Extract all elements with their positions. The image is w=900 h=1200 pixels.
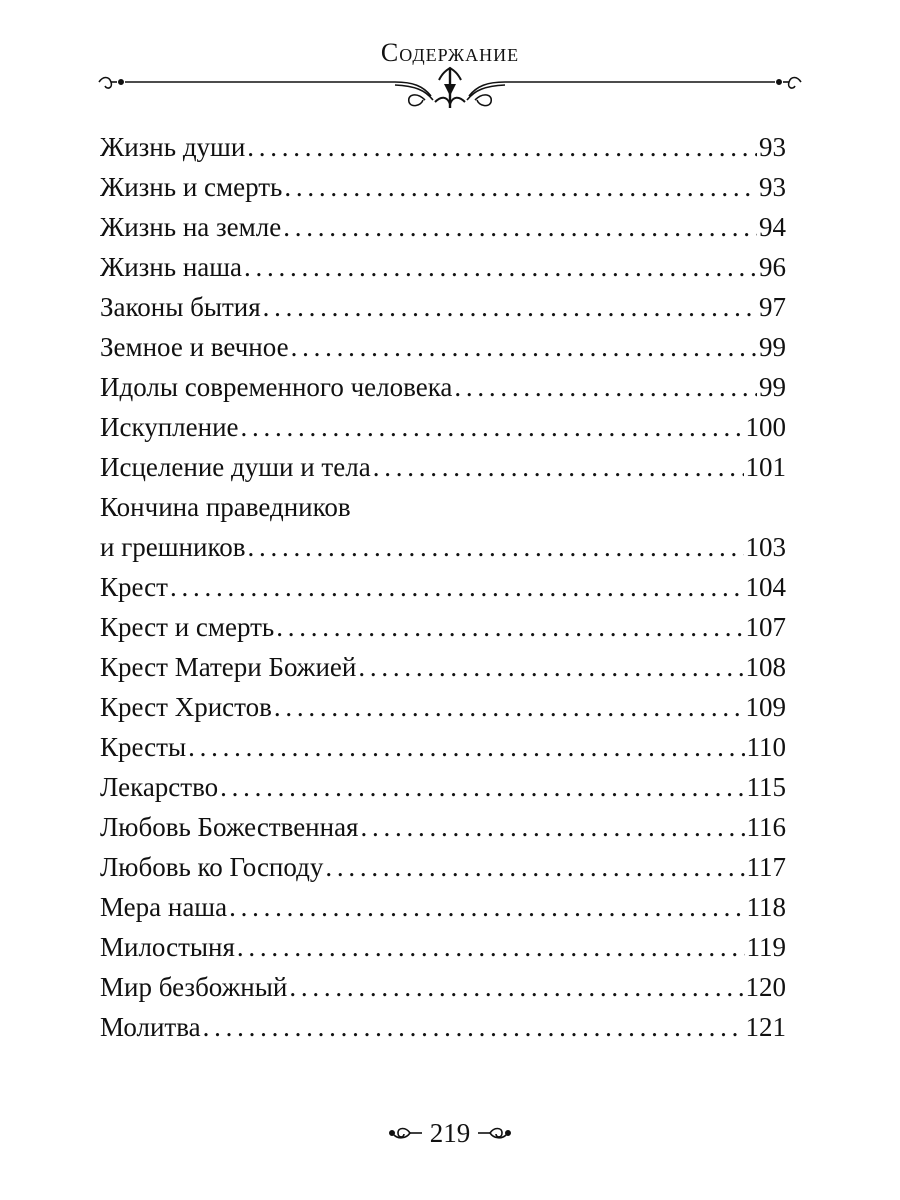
- dot-leader: [276, 610, 743, 644]
- toc-entry-page: 93: [759, 132, 786, 162]
- toc-entry-title: Жизнь и смерть: [100, 172, 283, 202]
- toc-entry-page: 109: [745, 692, 786, 722]
- toc-entry-page: 99: [759, 332, 786, 362]
- scroll-ornament-icon: [388, 1123, 424, 1149]
- dot-leader: [220, 770, 744, 804]
- toc-entry-title: Жизнь наша: [100, 252, 243, 282]
- toc-entry-title: Жизнь души: [100, 132, 246, 162]
- toc-entry-page: 97: [759, 292, 786, 322]
- toc-entry-page: 101: [745, 452, 786, 482]
- toc-entry[interactable]: [100, 324, 786, 364]
- dot-leader: [360, 810, 744, 844]
- toc-entry[interactable]: [100, 964, 786, 1004]
- toc-entry-title: Мера наша: [100, 892, 228, 922]
- dot-leader: [358, 650, 743, 684]
- dot-leader: [373, 450, 744, 484]
- toc-entry[interactable]: [100, 804, 786, 844]
- toc-entry-title: Искупление: [100, 412, 239, 442]
- scroll-ornament-icon: [476, 1123, 512, 1149]
- toc-entry[interactable]: [100, 844, 786, 884]
- toc-entry[interactable]: [100, 764, 786, 804]
- dot-leader: [247, 530, 743, 564]
- dot-leader: [325, 850, 744, 884]
- dot-leader: [283, 210, 757, 244]
- toc-entry[interactable]: [100, 364, 786, 404]
- toc-entry-page: 104: [745, 572, 786, 602]
- toc-entry[interactable]: [100, 684, 786, 724]
- toc-entry[interactable]: [100, 604, 786, 644]
- toc-entry-title: Жизнь на земле: [100, 212, 282, 242]
- toc-entry-page: 119: [746, 932, 786, 962]
- toc-entry-title: Милостыня: [100, 932, 235, 962]
- dot-leader: [237, 930, 745, 964]
- toc-entry-title: Любовь Божественная: [100, 812, 359, 842]
- toc-entry[interactable]: [100, 884, 786, 924]
- dot-leader: [203, 1010, 744, 1044]
- toc-entry-page: 94: [759, 212, 786, 242]
- toc-entry-page: 103: [745, 532, 786, 562]
- page-number: 219: [429, 1118, 471, 1148]
- toc-entry-title: Законы бытия: [100, 292, 261, 322]
- toc-entry-page: 110: [746, 732, 786, 762]
- dot-leader: [274, 690, 744, 724]
- toc-entry[interactable]: [100, 204, 786, 244]
- toc-entry[interactable]: [100, 644, 786, 684]
- toc-entry[interactable]: [100, 404, 786, 444]
- toc-entry-title: Крест: [100, 572, 168, 602]
- toc-entry-title: Любовь ко Господу: [100, 852, 324, 882]
- dot-leader: [244, 250, 757, 284]
- toc-entry-title: Молитва: [100, 1012, 201, 1042]
- dot-leader: [289, 970, 743, 1004]
- toc-entry[interactable]: [100, 164, 786, 204]
- toc-entry[interactable]: [100, 1004, 786, 1044]
- toc-entry-title: Крест Христов: [100, 692, 272, 722]
- toc-entry[interactable]: [100, 284, 786, 324]
- toc-entry-page: 118: [746, 892, 786, 922]
- toc-entry-title: Кресты: [100, 732, 187, 762]
- dot-leader: [291, 330, 757, 364]
- table-of-contents: [100, 124, 786, 1044]
- toc-entry-page: 115: [746, 772, 786, 802]
- toc-entry-page: 107: [745, 612, 786, 642]
- toc-entry-first-line[interactable]: [100, 484, 786, 524]
- toc-entry-page: 93: [759, 172, 786, 202]
- toc-entry-page: 117: [746, 852, 786, 882]
- page-footer: [0, 1118, 900, 1149]
- toc-entry-page: 121: [745, 1012, 786, 1042]
- toc-entry-continuation[interactable]: [100, 524, 786, 564]
- dot-leader: [284, 170, 757, 204]
- dot-leader: [247, 130, 757, 164]
- toc-entry-title: и грешников: [100, 532, 246, 562]
- toc-entry[interactable]: [100, 124, 786, 164]
- toc-entry[interactable]: [100, 924, 786, 964]
- dot-leader: [170, 570, 744, 604]
- page-title: Содержание: [380, 38, 520, 67]
- toc-entry-title: Кончина праведников: [100, 492, 351, 522]
- toc-entry-page: 99: [759, 372, 786, 402]
- toc-entry-title: Лекарство: [100, 772, 219, 802]
- toc-entry-page: 100: [745, 412, 786, 442]
- toc-entry[interactable]: [100, 564, 786, 604]
- dot-leader: [454, 370, 757, 404]
- toc-entry-page: 116: [746, 812, 786, 842]
- toc-entry-title: Крест Матери Божией: [100, 652, 357, 682]
- toc-entry-title: Идолы современного человека: [100, 372, 453, 402]
- toc-entry-page: 96: [759, 252, 786, 282]
- toc-entry-title: Исцеление души и тела: [100, 452, 371, 482]
- toc-entry[interactable]: [100, 444, 786, 484]
- dot-leader: [188, 730, 744, 764]
- toc-entry[interactable]: [100, 244, 786, 284]
- dot-leader: [241, 410, 744, 444]
- toc-entry-page: 120: [745, 972, 786, 1002]
- dot-leader: [263, 290, 757, 324]
- toc-entry-title: Земное и вечное: [100, 332, 289, 362]
- dot-leader: [229, 890, 744, 924]
- decorative-divider-icon: [95, 66, 805, 110]
- toc-entry-title: Крест и смерть: [100, 612, 275, 642]
- toc-entry-page: 108: [745, 652, 786, 682]
- toc-entry-title: Мир безбожный: [100, 972, 288, 1002]
- toc-entry[interactable]: [100, 724, 786, 764]
